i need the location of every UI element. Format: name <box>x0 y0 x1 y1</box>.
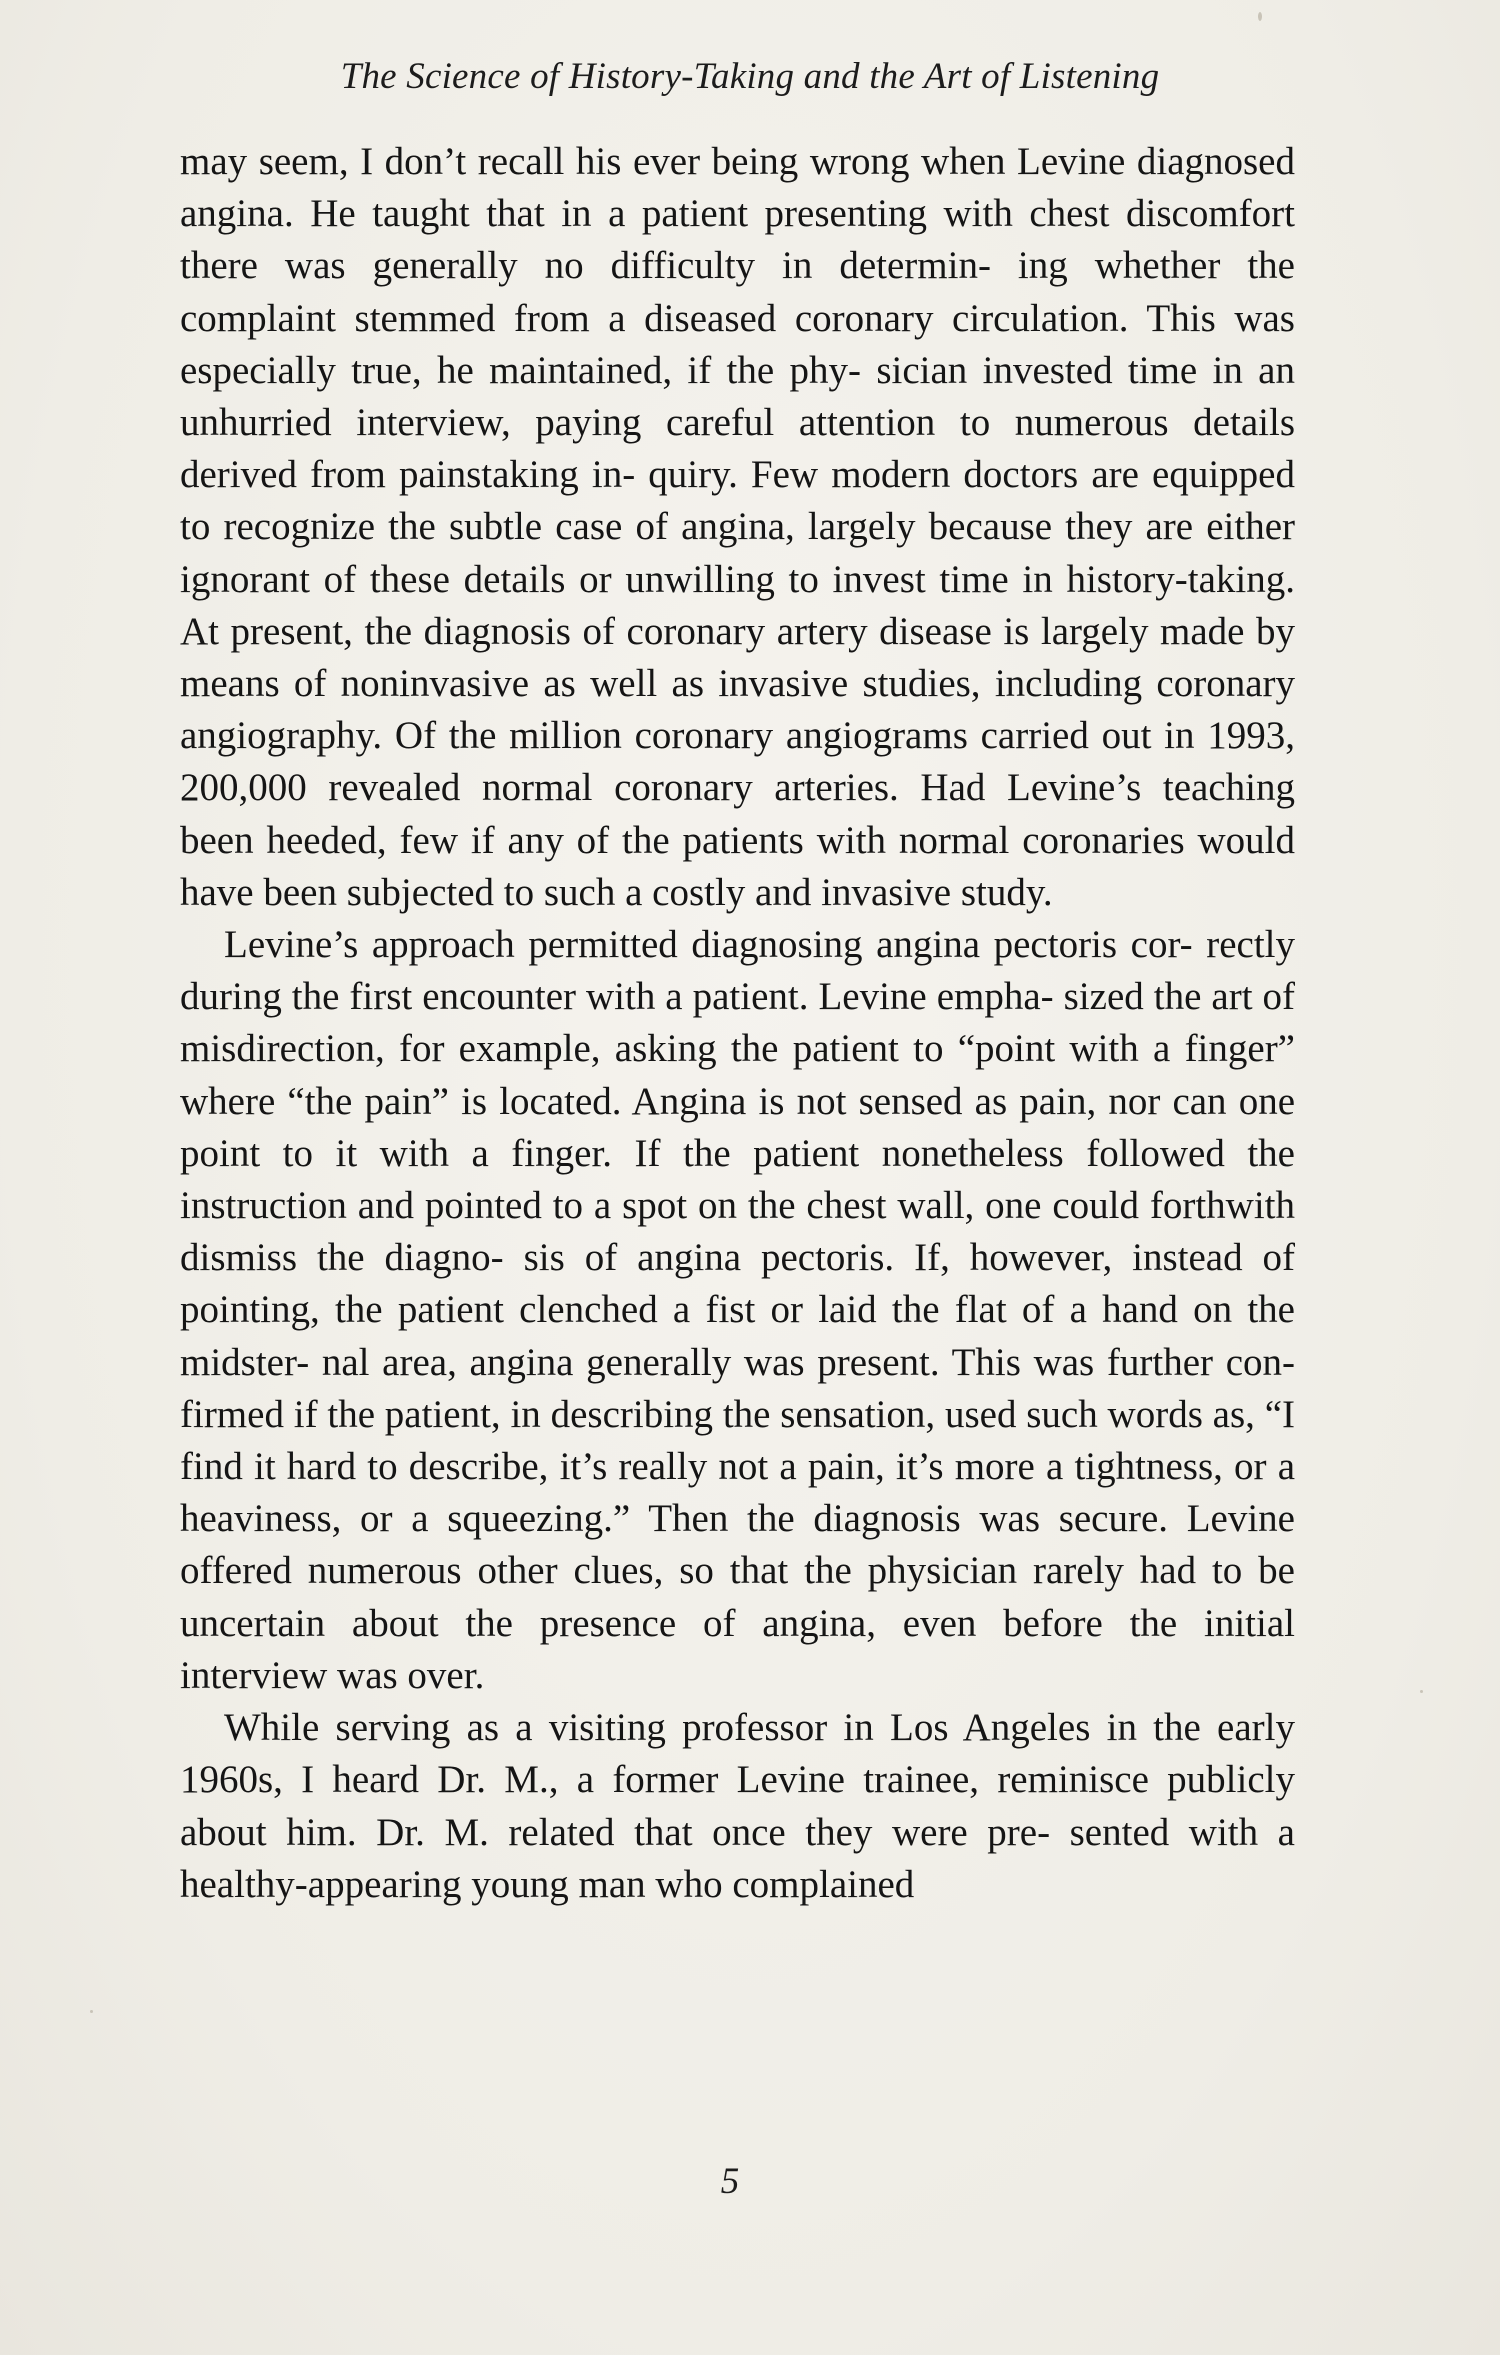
paragraph-3: While serving as a visiting professor in Los Angeles in the early 1960s, I heard Dr. M., a former Levine trainee, reminisce publicly about him. Dr. M. related that once they were pre- sented with a healthy-appearing young man who complained <box>180 1706 1295 1906</box>
paragraph-1: may seem, I don’t recall his ever being wrong when Levine diagnosed angina. He taught that in a patient presenting with chest discomfort there was generally no difficulty in determin- ing whether the complaint stemmed from a diseased coronary circulation. This was especially true, he maintained, if the phy- sician invested time in an unhurried interview, paying careful attention to numerous details derived from painstaking in- quiry. Few modern doctors are equipped to recognize the subtle case of angina, largely because they are either ignorant of these details or unwilling to invest time in history-taking. At present, the diagnosis of coronary artery disease is largely made by means of noninvasive as well as invasive studies, including coronary angiography. Of the million coronary angiograms carried out in 1993, 200,000 revealed normal coronary arteries. Had Levine’s teaching been heeded, few if any of the patients with normal coronaries would have been subjected to such a costly and invasive study. <box>180 140 1295 914</box>
paper-speck <box>1420 1690 1423 1693</box>
page-number: 5 <box>720 2161 740 2202</box>
paper-speck <box>1258 12 1262 21</box>
paper-speck <box>90 2010 93 2013</box>
running-head: The Science of History-Taking and the Art of Listening <box>340 56 1160 97</box>
paragraph-2: Levine’s approach permitted diagnosing angina pectoris cor- rectly during the first encounter with a patient. Levine empha- sized the art of misdirection, for example, asking the patient to “point with a finger” where “the pain” is located. Angina is not sensed as pain, nor can one point to it with a finger. If the patient nonetheless followed the instruction and pointed to a spot on the chest wall, one could forthwith dismiss the diagno- sis of angina pectoris. If, however, instead of pointing, the patient clenched a fist or laid the flat of a hand on the midster- nal area, angina generally was present. This was further con- firmed if the patient, in describing the sensation, used such words as, “I find it hard to describe, it’s really not a pain, it’s more a tightness, or a heaviness, or a squeezing.” Then the diagnosis was secure. Levine offered numerous other clues, so that the physician rarely had to be uncertain about the presence of angina, even before the initial interview was over. <box>180 923 1295 1697</box>
body-text <box>180 136 1295 1911</box>
